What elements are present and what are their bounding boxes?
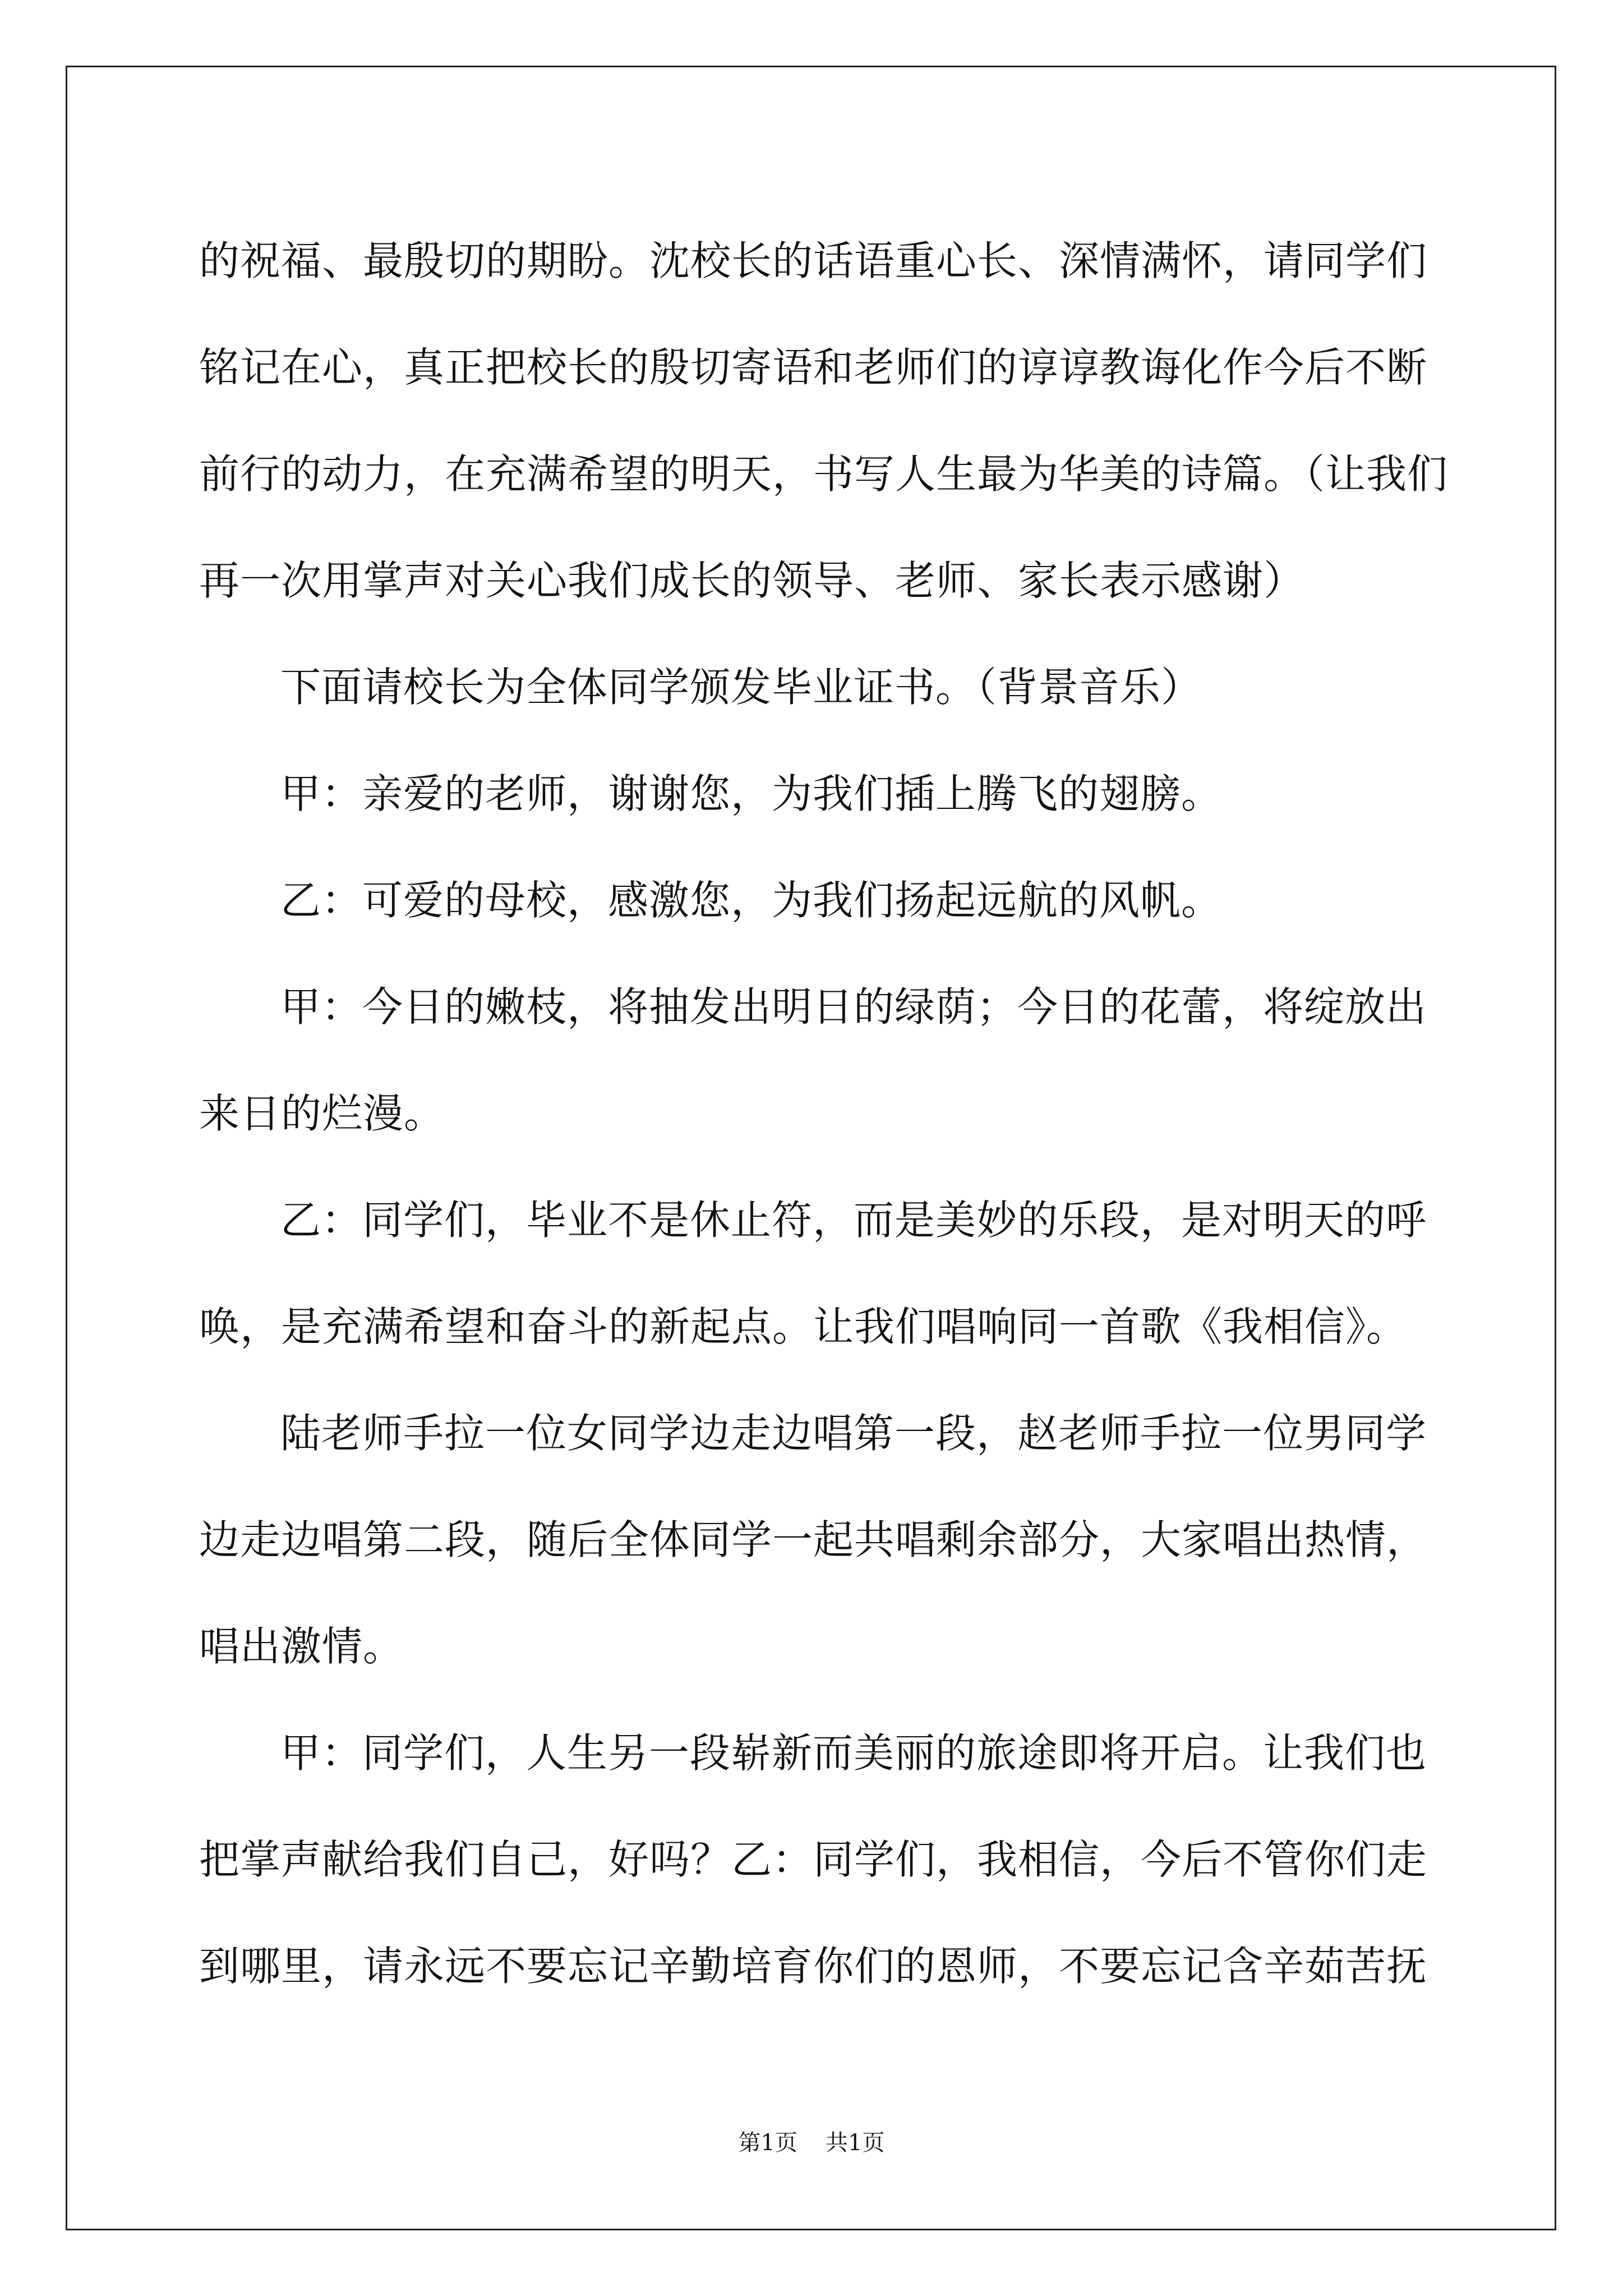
text-line: 前行的动力，在充满希望的明天，书写人生最为华美的诗篇。（让我们	[199, 450, 1449, 498]
text-line: 甲：同学们，人生另一段崭新而美丽的旅途即将开启。让我们也	[280, 1729, 1427, 1777]
text-line: 边走边唱第二段，随后全体同学一起共唱剩余部分，大家唱出热情，	[199, 1516, 1428, 1563]
text-line: 下面请校长为全体同学颁发毕业证书。（背景音乐）	[280, 664, 1202, 711]
text-line: 乙：可爱的母校，感激您，为我们扬起远航的风帆。	[280, 877, 1223, 924]
text-line: 的祝福、最殷切的期盼。沈校长的话语重心长、深情满怀，请同学们	[199, 237, 1428, 284]
text-line: 到哪里，请永远不要忘记辛勤培育你们的恩师，不要忘记含辛茹苦抚	[199, 1943, 1428, 1990]
text-line: 来日的烂漫。	[199, 1090, 445, 1137]
text-line: 陆老师手拉一位女同学边走边唱第一段，赵老师手拉一位男同学	[280, 1410, 1427, 1457]
page-total: 共1页	[826, 2130, 885, 2156]
text-line: 乙：同学们，毕业不是休止符，而是美妙的乐段，是对明天的呼	[280, 1197, 1427, 1244]
text-line: 把掌声献给我们自己，好吗？乙：同学们，我相信，今后不管你们走	[199, 1836, 1428, 1883]
text-line: 铭记在心，真正把校长的殷切寄语和老师们的谆谆教诲化作今后不断	[199, 344, 1428, 391]
document-body	[199, 208, 1449, 2019]
text-line: 甲：亲爱的老师，谢谢您，为我们插上腾飞的翅膀。	[280, 770, 1223, 817]
page-footer	[0, 2126, 1623, 2160]
text-line: 再一次用掌声对关心我们成长的领导、老师、家长表示感谢）	[199, 557, 1305, 604]
text-line: 甲：今日的嫩枝，将抽发出明日的绿荫；今日的花蕾，将绽放出	[280, 983, 1427, 1030]
page-number: 第1页	[738, 2130, 797, 2156]
text-line: 唱出激情。	[199, 1623, 404, 1670]
text-line: 唤，是充满希望和奋斗的新起点。让我们唱响同一首歌《我相信》。	[199, 1303, 1408, 1350]
